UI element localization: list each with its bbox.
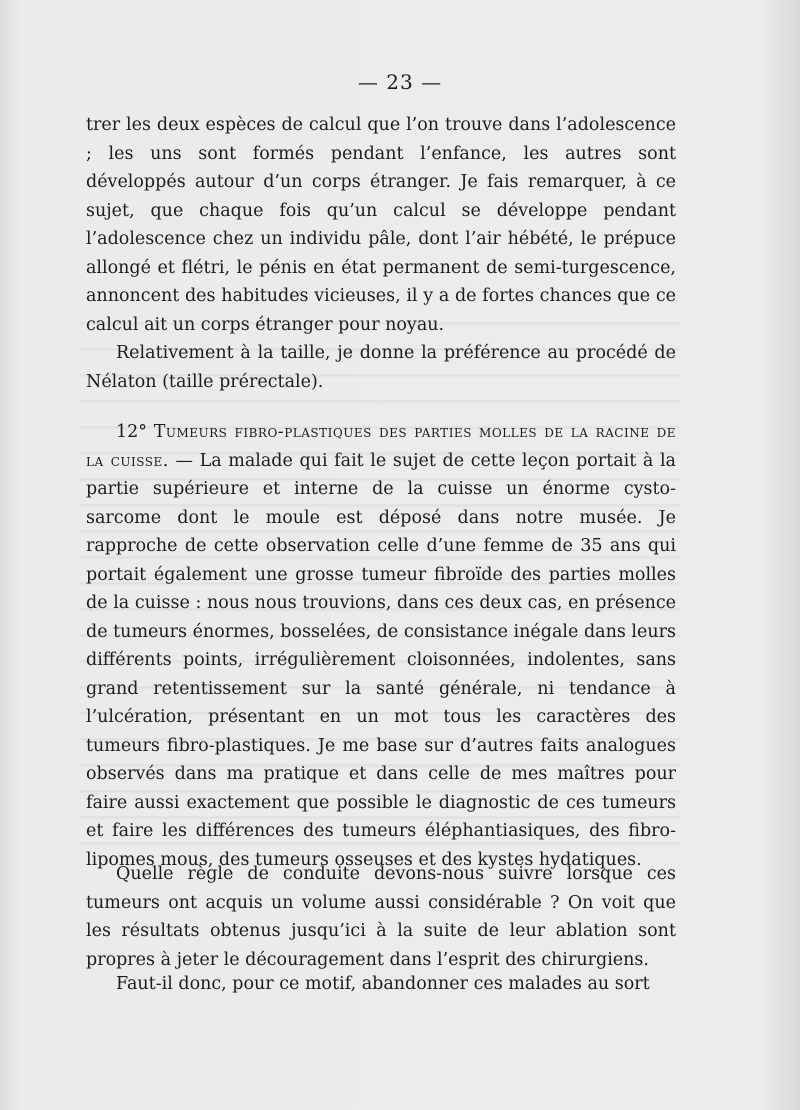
section-body: — La malade qui fait le sujet de cette leçon portait à la partie supérieure et interne de la cuisse un énorme cysto-sarcome dont le moule est déposé dans notre musée. Je rapproche de cette observation celle d’une femme de 35 ans qui portait également une grosse tumeur fibroïde des parties molles de la cuisse : nous nous trouvions, dans ces deux cas, en présence de tumeurs énormes, bosselées, de consistance inégale dans leurs différents points, irrégulièrement cloisonnées, indolentes, sans grand retentissement sur la santé générale, ni tendance à l’ulcération, présentant en un mot tous les caractères des tumeurs fibro-plastiques. Je me base sur d’autres faits analogues observés dans ma pratique et dans celle de mes maîtres pour faire aussi exactement que possible le diagnostic de ces tumeurs et faire les différences des tumeurs éléphantiasiques, des fibro-lipomes mous, des tumeurs osseuses et des kystes hydatiques. bbox=[86, 450, 676, 870]
section-tumeurs bbox=[86, 418, 676, 874]
section-number: 12° bbox=[116, 422, 148, 442]
page-number: — 23 — bbox=[357, 70, 443, 94]
section-title: Tumeurs fibro-plastiques des parties molles de la racine de la cuisse. bbox=[86, 422, 676, 471]
paragraph-faut-il: Faut-il donc, pour ce motif, abandonner ces malades au sort bbox=[116, 974, 650, 994]
paragraph-taille: Relativement à la taille, je donne la préférence au procédé de Nélaton (taille prérectale). bbox=[86, 343, 676, 392]
paragraph-conduite: Quelle règle de conduite devons-nous suivre lorsque ces tumeurs ont acquis un volume aussi considérable ? On voit que les résultats obtenus jusqu’ici à la suite de leur ablation sont propres à jeter le découragement dans l’esprit des chirurgiens. bbox=[86, 864, 676, 970]
paragraph-calculs: trer les deux espèces de calcul que l’on trouve dans l’adolescence ; les uns sont formés pendant l’enfance, les autres sont développés autour d’un corps étranger. Je fais remarquer, à ce sujet, que chaque fois qu’un calcul se développe pendant l’adolescence chez un individu pâle, dont l’air hébété, le prépuce allongé et flétri, le pénis en état permanent de semi-turgescence, annoncent des habitudes vicieuses, il y a de fortes chances que ce calcul ait un corps étranger pour noyau. bbox=[86, 115, 676, 335]
